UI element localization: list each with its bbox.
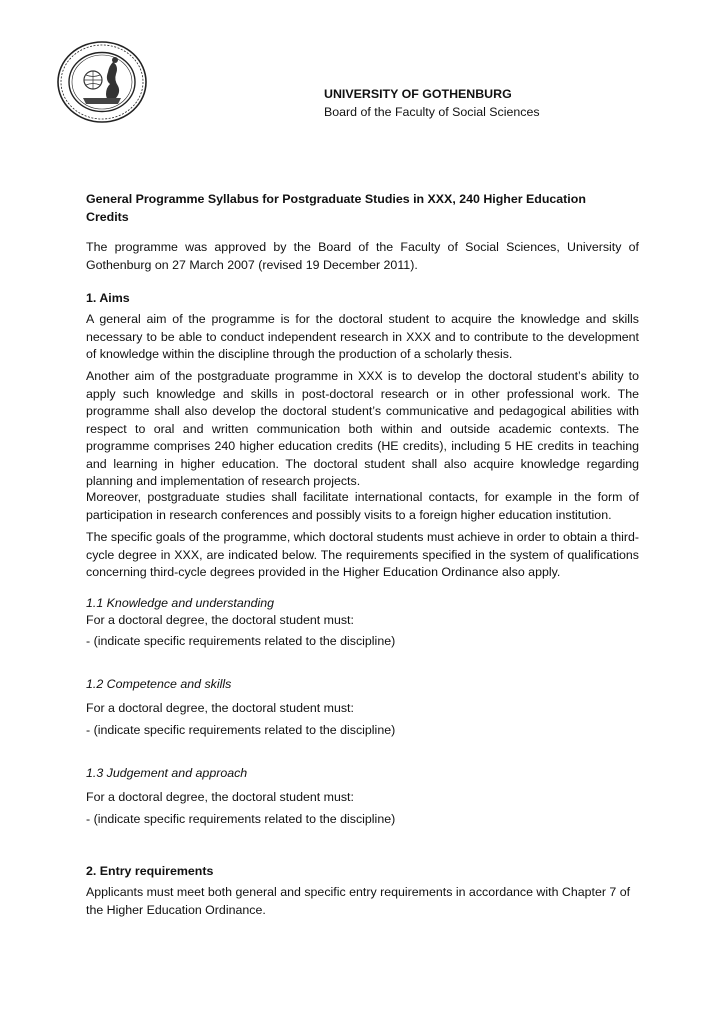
aims-paragraph-2: Another aim of the postgraduate programme in XXX is to develop the doctoral student’s ability to apply such knowledge and skills in post-doctoral research or in other professional work. The programme shall also develop the doctoral student’s communicative and pedagogical abilities with respect to oral and written communication both within and outside academic contexts. The programme comprises 240 higher education credits (HE credits), including 5 HE credits in teaching and learning in higher education. The doctoral student shall also acquire knowledge regarding planning and implementation of research projects. xyxy=(86,369,639,488)
subsection-line-knowledge: For a doctoral degree, the doctoral student must: xyxy=(86,613,354,627)
university-seal-logo xyxy=(55,40,150,125)
aims-paragraph-4: The specific goals of the programme, which doctoral students must achieve in order to obtain a third-cycle degree in XXX, are indicated below. The requirements specified in the system of qualifications concerning third-cycle degrees provided in the Higher Education Ordinance also apply. xyxy=(86,530,639,579)
subsection-heading-judgement: 1.3 Judgement and approach xyxy=(86,766,248,780)
subsection-item-knowledge: - (indicate specific requirements related to the discipline) xyxy=(86,634,396,648)
subsection-line-judgement: For a doctoral degree, the doctoral student must: xyxy=(86,790,354,804)
aims-paragraph-1: A general aim of the programme is for the doctoral student to acquire the knowledge and skills necessary to be able to conduct independent research in XXX and to contribute to the development of knowledge within the discipline through the production of a scholarly thesis. xyxy=(86,312,639,361)
subsection-heading-knowledge: 1.1 Knowledge and understanding xyxy=(86,596,275,610)
aims-paragraph-3: Moreover, postgraduate studies shall facilitate international contacts, for example in the form of participation in research conferences and possibly visits to a foreign higher education institution. xyxy=(86,490,639,522)
section-heading-aims: 1. Aims xyxy=(86,291,130,305)
document-title: General Programme Syllabus for Postgraduate Studies in XXX, 240 Higher Education Credits xyxy=(86,192,586,224)
faculty-board: Board of the Faculty of Social Sciences xyxy=(324,104,540,119)
entry-paragraph-1: Applicants must meet both general and specific entry requirements in accordance with Chapter 7 of the Higher Education Ordinance. xyxy=(86,885,631,917)
university-name: UNIVERSITY OF GOTHENBURG xyxy=(324,87,512,101)
section-heading-entry: 2. Entry requirements xyxy=(86,864,214,878)
subsection-line-competence: For a doctoral degree, the doctoral student must: xyxy=(86,701,354,715)
document-header xyxy=(324,86,540,121)
subsection-item-competence: - (indicate specific requirements related to the discipline) xyxy=(86,723,396,737)
subsection-item-judgement: - (indicate specific requirements related to the discipline) xyxy=(86,812,396,826)
approval-paragraph: The programme was approved by the Board of the Faculty of Social Sciences, University of Gothenburg on 27 March 2007 (revised 19 December 2011). xyxy=(86,240,639,272)
subsection-heading-competence: 1.2 Competence and skills xyxy=(86,677,232,691)
